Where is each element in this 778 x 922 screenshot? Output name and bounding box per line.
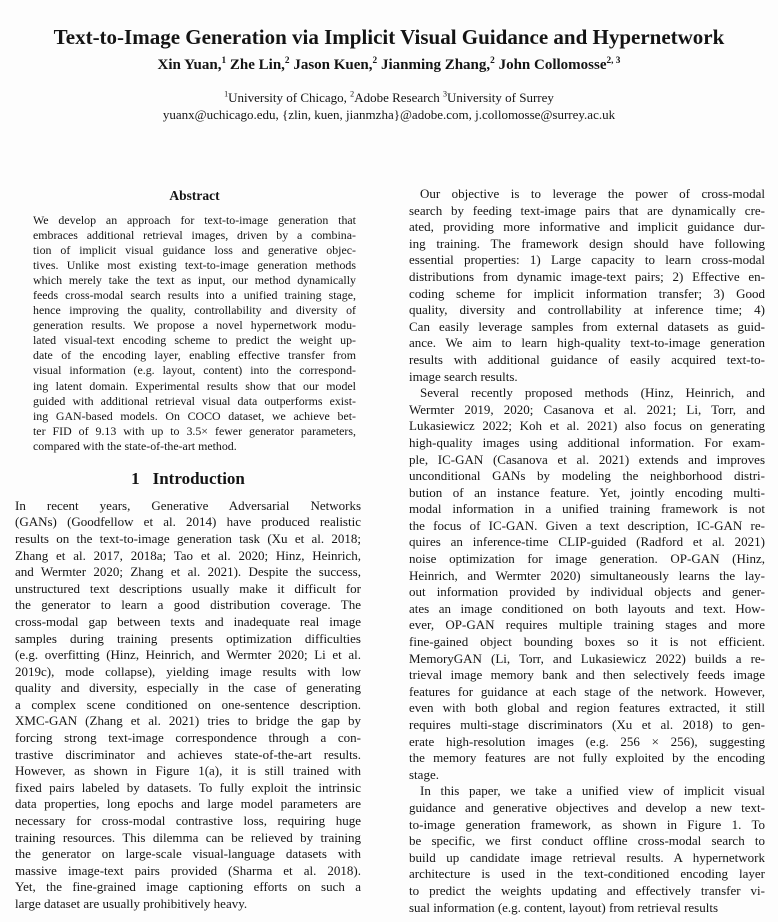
paragraph [409,385,765,783]
text-line: MemoryGAN (Li, Torr, and Lukasiewicz 2022) builds a re- [409,650,765,666]
name-segment: $^1$University of Chicago, [224,89,351,105]
text-line: hence improving the quality, controllability and diversity of [33,303,356,318]
text-line: to-image generation framework, as shown in Figure 1. To [409,816,765,832]
name-segment: John Collomosse$^{2, 3}$ [494,56,621,73]
affiliations-line [0,89,778,106]
text-line: ing latent domain. Experimental results show that our model [33,378,356,393]
text-line: Zhang et al. 2017, 2018a; Tao et al. 2020; Hinz, Heinrich, [15,547,361,563]
right-column [409,186,765,916]
text-line: ated, providing more informative and implicit guidance dur- [409,219,765,235]
text-line: cross-modal gap between texts and inadequate real image [15,613,361,629]
name-segment: Jianming Zhang,$^2$ [377,56,495,73]
text-line: ance. We aim to learn high-quality text-to-image generation [409,335,765,351]
text-line: requires multi-stage discriminators (Xu et al. 2018) to gen- [409,717,765,732]
text-line: the generator to learn a good distribution coverage. The [15,597,361,613]
text-line: tion of implicit visual guidance loss and generative objec- [33,243,356,258]
text-line: ing GAN-based models. On COCO dataset, we achieve bet- [33,408,356,423]
text-line: results with additional guidance of easily acquired text-to- [409,351,765,367]
authors-line [0,57,778,74]
text-line: stage. [409,766,439,782]
text-line: compared with the state-of-the-art method. [33,438,237,453]
paragraph [409,783,765,916]
text-line: trastive discriminator and achieves state-of-the-art results. [15,746,361,762]
text-line: quality and diversity, especially in the case of generating [15,680,361,696]
text-line: However, as shown in Figure 1(a), it is still trained with [15,763,361,779]
text-line: date of the encoding layer, enabling effective transfer from [33,348,356,363]
text-line: forcing strong text-image correspondence through a con- [15,730,361,746]
text-line: guided with additional retrieval visual data outperforms exist- [33,393,356,408]
abstract-heading: Abstract [169,188,220,203]
text-line: massive image-text pairs provided (Sharma et al. 2018). [15,862,361,878]
text-line: ple, IC-GAN (Casanova et al. 2021) extends and improves [409,451,765,467]
name-segment: Jason Kuen,$^2$ [289,56,378,73]
abstract-body [33,213,356,454]
text-line: unstructured text descriptions usually make it difficult for [15,580,361,596]
emails-line: yuanx@uchicago.edu, {zlin, kuen, jianmzha}@adobe.com, j.collomosse@surrey.ac.uk [162,107,616,122]
text-line: high-quality images using additional information. For exam- [409,434,765,450]
text-line: to predict the weights updating and effectively transfer vi- [409,882,765,898]
text-line: ever, OP-GAN requires multiple training stages and more [409,617,765,633]
text-line: Several recently proposed methods (Hinz, Heinrich, and [420,385,765,401]
text-line: Heinrich, and Wermter 2020) simultaneously learns the lay- [409,567,765,583]
text-line: necessary for cross-modal contrastive loss, requiring huge [15,813,361,829]
text-line: essential properties: 1) Large capacity to learn cross-modal [409,252,765,268]
text-line: be specific, we first conduct offline cross-modal search to [409,833,765,849]
text-line: 2019c), mode collapse), yielding image results with low [15,663,361,679]
text-line: Yet, the fine-grained image captioning efforts on such a [15,879,361,895]
text-line: noise optimization for image generation. OP-GAN (Hinz, [409,551,765,567]
text-line: tives. Unlike most existing text-to-image generation methods [33,258,356,273]
text-line: Wermter 2019, 2020; Casanova et al. 2021; Li, Torr, and [409,401,765,417]
text-line: We develop an approach for text-to-image generation that [33,213,356,227]
text-line: build up candidate image retrieval results. A hypernetwork [409,849,765,865]
text-line: data properties, long epochs and large model parameters are [15,796,361,812]
text-line: ter FID of 9.13 with up to 3.5× fewer generator parameters, [33,423,356,438]
section-title: Introduction [152,468,245,488]
text-line: (e.g. overfitting (Hinz, Heinrich, and Wermter 2020; Li et al. [15,647,361,663]
text-line: In recent years, Generative Adversarial Networks [15,497,361,513]
text-line: samples during training presents optimization difficulties [15,630,361,646]
text-line: feeds cross-modal search results into a unified training stage, [33,288,356,303]
text-line: quires an inference-time CLIP-guided (Radford et al. 2021) [409,534,765,550]
section-number: 1 [131,468,140,488]
text-line: (GANs) (Goodfellow et al. 2014) have produced realistic [15,514,361,530]
text-line: the generator on large-scale visual-language datasets with [15,846,361,862]
text-line: lated visual-text encoding scheme to predict the weight up- [33,333,356,348]
text-line: search by feeding text-image pairs that are dynamically cre- [409,202,765,218]
text-line: architecture is used in the text-conditioned encoding layer [409,866,765,882]
text-line: results on the text-to-image generation task (Xu et al. 2018; [15,530,361,546]
text-line: Can easily leverage samples from external datasets as guid- [409,318,765,334]
text-line: training resources. This dilemma can be relieved by training [15,829,361,845]
text-line: visual information (e.g. layout, content) into the correspond- [33,363,356,378]
text-line: and Wermter 2020; Zhang et al. 2021). Despite the success, [15,564,361,580]
text-line: In this paper, we take a unified view of implicit visual [420,783,765,799]
text-line: even with both global and region features extracted, it still [409,700,765,716]
name-segment: $^2$Adobe Research [350,89,443,105]
text-line: trieval image memory bank and then selectively feeds image [409,667,765,683]
text-line: unconditional GANs by modeling the neighborhood distri- [409,468,765,484]
text-line: bution of an instance feature. Yet, jointly encoding multi- [409,484,765,500]
text-line: Lukasiewicz 2022; Koh et al. 2021) also focus on generating [409,418,765,434]
text-line: erate high-resolution images (e.g. 256 × 256), suggesting [409,733,765,749]
text-line: guidance and generative objectives and develop a new text- [409,799,765,815]
text-line: the focus of IC-GAN. Given a text description, IC-GAN re- [409,517,765,533]
paragraph [15,498,361,913]
text-line: XMC-GAN (Zhang et al. 2021) tries to bridge the gap by [15,713,361,729]
text-line: fixed pairs labeled by datasets. To fully exploit the intrinsic [15,779,361,795]
name-segment: Zhe Lin,$^2$ [226,56,290,73]
text-line: large dataset are usually prohibitively heavy. [15,896,248,911]
text-line: fine-gained object bounding boxes so it is not efficient. [409,634,765,650]
introduction-body [15,498,361,913]
text-line: image search results. [409,368,518,384]
name-segment: Xin Yuan,$^1$ [157,56,227,73]
text-line: Our objective is to leverage the power of cross-modal [420,186,765,201]
left-column [15,188,361,913]
text-line: features for guidance at each stage of the network. However, [409,683,765,699]
page-title: Text-to-Image Generation via Implicit Visual Guidance and Hypernetwork [53,25,725,50]
text-line: distributions from dynamic image-text pairs; 2) Effective en- [409,268,765,284]
text-line: embraces additional retrieval images, driven by a combina- [33,228,356,243]
text-line: quality, diversity and controllability at inference time; 4) [409,302,765,318]
text-line: ates an image conditioned on both layouts and text. How- [409,600,765,616]
text-line: modal information in a unified training framework is not [409,501,765,517]
text-line: the memory features are not fully exploited by the encoding [409,750,765,766]
paragraph [409,186,765,385]
text-line: out information provided by individual objects and gener- [409,584,765,600]
text-line: a complex scene conditioned on one-sentence description. [15,696,361,712]
text-line: ing training. The framework design should have following [409,235,765,251]
name-segment: $^3$University of Surrey [443,89,554,105]
text-line: sual information (e.g. content, layout) from retrieval results [409,899,719,915]
text-line: generation results. We propose a novel hypernetwork modu- [33,318,356,333]
section-heading-introduction [15,469,361,489]
text-line: which merely take the text as input, our method dynamically [33,273,356,288]
text-line: coding scheme for implicit information transfer; 3) Good [409,285,765,301]
